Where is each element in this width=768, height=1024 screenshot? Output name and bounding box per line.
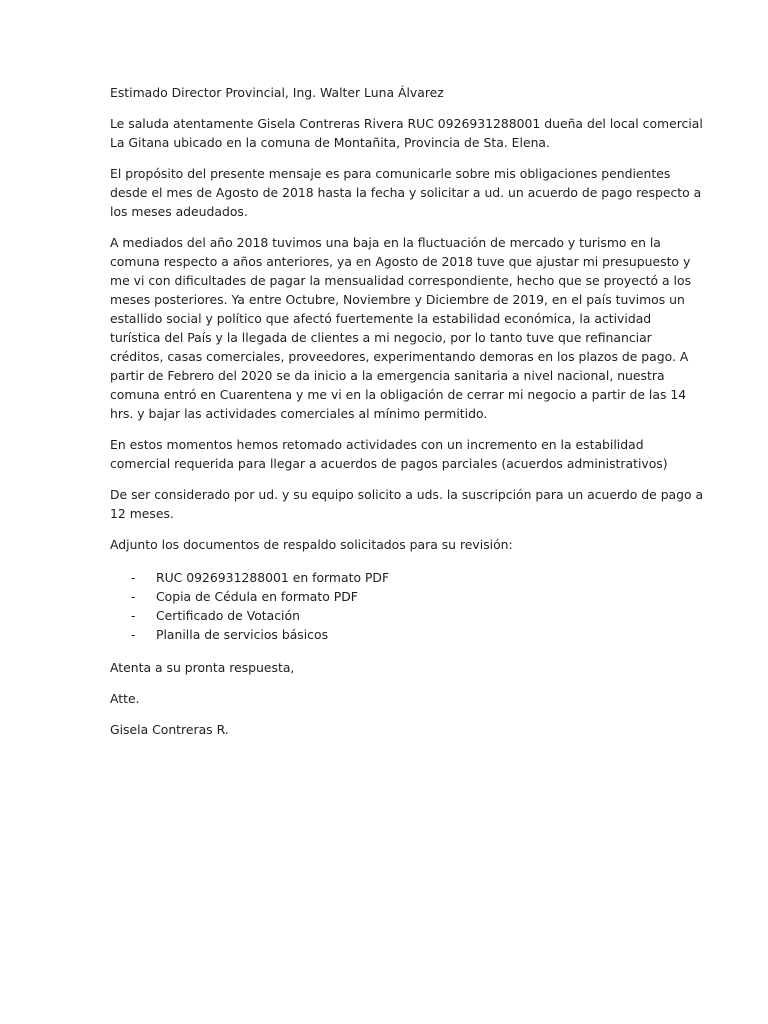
list-item-text: Certificado de Votación [156, 608, 300, 623]
text-line: El propósito del presente mensaje es para comunicarle sobre mis obligaciones pendientes [110, 166, 671, 181]
text-line: estallido social y político que afectó fuertemente la estabilidad económica, la actividad [110, 311, 652, 326]
signature-name [110, 720, 668, 739]
text-line: los meses adeudados. [110, 204, 248, 219]
purpose-paragraph [110, 164, 702, 221]
list-item [110, 606, 668, 625]
dash-bullet: - [131, 570, 136, 585]
list-item [110, 568, 668, 587]
text-line: comuna respecto a años anteriores, ya en Agosto de 2018 tuve que ajustar mi presupuesto y [110, 254, 691, 269]
dash-bullet: - [131, 627, 136, 642]
intro-paragraph [110, 114, 703, 152]
text-line: De ser considerado por ud. y su equipo solicito a uds. la suscripción para un acuerdo de pago a [110, 487, 704, 502]
current-status-paragraph [110, 435, 668, 473]
text-line: comuna entró en Cuarentena y me vi en la obligación de cerrar mi negocio a partir de las 14 [110, 387, 687, 402]
text-line: Atenta a su pronta respuesta, [110, 660, 295, 675]
text-line: Gisela Contreras R. [110, 722, 229, 737]
attachments-list [110, 568, 668, 644]
text-line: desde el mes de Agosto de 2018 hasta la fecha y solicitar a ud. un acuerdo de pago respecto a [110, 185, 702, 200]
text-line: turística del País y la llegada de clientes a mi negocio, por lo tanto tuve que refinanciar [110, 330, 652, 345]
list-item-text: Planilla de servicios básicos [156, 627, 329, 642]
closing-line [110, 658, 668, 677]
list-item [110, 587, 668, 606]
text-line: En estos momentos hemos retomado actividades con un incremento en la estabilidad [110, 437, 644, 452]
list-item [110, 625, 668, 644]
list-item-text: RUC 0926931288001 en formato PDF [156, 570, 390, 585]
text-line: meses posteriores. Ya entre Octubre, Noviembre y Diciembre de 2019, en el país tuvimos un [110, 292, 685, 307]
text-line: Adjunto los documentos de respaldo solicitados para su revisión: [110, 537, 513, 552]
context-paragraph [110, 233, 692, 423]
text-line: comercial requerida para llegar a acuerdos de pagos parciales (acuerdos administrativos) [110, 456, 668, 471]
greeting [110, 83, 668, 102]
greeting-line: Estimado Director Provincial, Ing. Walter Luna Álvarez [110, 85, 444, 100]
text-line: 12 meses. [110, 506, 174, 521]
dash-bullet: - [131, 608, 136, 623]
text-line: me vi con dificultades de pagar la mensualidad correspondiente, hecho que se proyectó a los [110, 273, 692, 288]
text-line: créditos, casas comerciales, proveedores, experimentando demoras en los plazos de pago. A [110, 349, 689, 364]
attachments-intro [110, 535, 668, 554]
text-line: Atte. [110, 691, 140, 706]
request-paragraph [110, 485, 704, 523]
sign-off [110, 689, 668, 708]
text-line: partir de Febrero del 2020 se da inicio a la emergencia sanitaria a nivel nacional, nuestra [110, 368, 665, 383]
text-line: La Gitana ubicado en la comuna de Montañita, Provincia de Sta. Elena. [110, 135, 550, 150]
text-line: A mediados del año 2018 tuvimos una baja en la fluctuación de mercado y turismo en la [110, 235, 661, 250]
text-line: Le saluda atentamente Gisela Contreras Rivera RUC 0926931288001 dueña del local comercial [110, 116, 703, 131]
text-line: hrs. y bajar las actividades comerciales al mínimo permitido. [110, 406, 488, 421]
dash-bullet: - [131, 589, 136, 604]
list-item-text: Copia de Cédula en formato PDF [156, 589, 358, 604]
